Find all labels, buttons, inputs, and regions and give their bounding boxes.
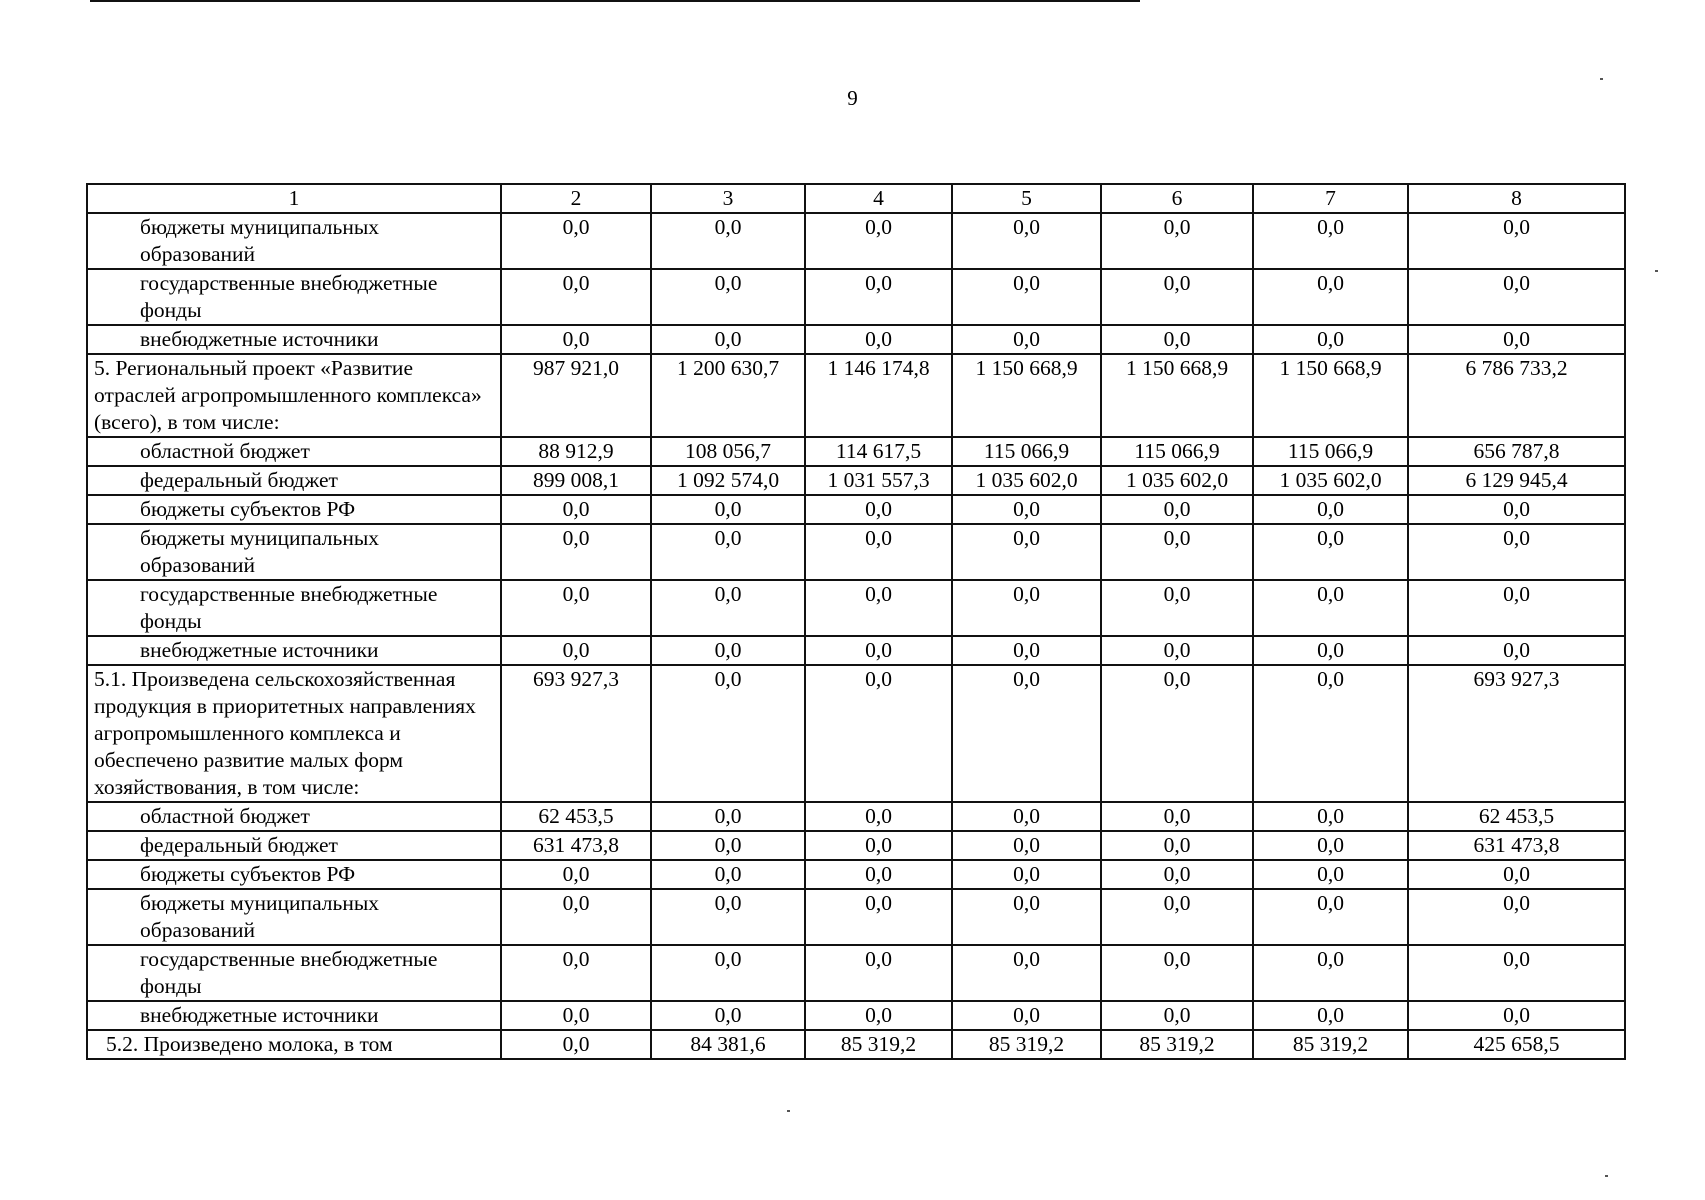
value-cell: 85 319,2 — [952, 1030, 1101, 1059]
value-cell: 0,0 — [501, 325, 651, 354]
scan-speck — [1605, 1175, 1608, 1177]
value-cell: 425 658,5 — [1408, 1030, 1625, 1059]
value-cell: 0,0 — [1253, 860, 1408, 889]
table-row — [87, 1001, 1625, 1030]
value-cell: 0,0 — [805, 325, 952, 354]
value-cell: 0,0 — [501, 889, 651, 945]
column-number-2: 2 — [501, 184, 651, 213]
value-cell: 1 150 668,9 — [952, 354, 1101, 437]
column-number-7: 7 — [1253, 184, 1408, 213]
value-cell: 0,0 — [651, 495, 805, 524]
value-cell: 899 008,1 — [501, 466, 651, 495]
value-cell: 0,0 — [1253, 495, 1408, 524]
value-cell: 0,0 — [501, 945, 651, 1001]
table-row — [87, 437, 1625, 466]
value-cell: 85 319,2 — [805, 1030, 952, 1059]
value-cell: 0,0 — [1101, 1001, 1253, 1030]
table-row — [87, 354, 1625, 437]
value-cell: 0,0 — [805, 269, 952, 325]
value-cell: 0,0 — [1253, 636, 1408, 665]
value-cell: 0,0 — [952, 665, 1101, 802]
value-cell: 0,0 — [1408, 495, 1625, 524]
value-cell: 0,0 — [952, 636, 1101, 665]
value-cell: 115 066,9 — [1253, 437, 1408, 466]
value-cell: 0,0 — [1253, 665, 1408, 802]
value-cell: 0,0 — [501, 524, 651, 580]
value-cell: 0,0 — [805, 889, 952, 945]
value-cell: 62 453,5 — [501, 802, 651, 831]
value-cell: 85 319,2 — [1101, 1030, 1253, 1059]
value-cell: 0,0 — [952, 860, 1101, 889]
budget-table-body — [87, 184, 1625, 1059]
value-cell: 1 150 668,9 — [1101, 354, 1253, 437]
row-label: федеральный бюджет — [87, 831, 501, 860]
value-cell: 0,0 — [1101, 945, 1253, 1001]
table-row — [87, 636, 1625, 665]
table-row — [87, 945, 1625, 1001]
value-cell: 0,0 — [1253, 524, 1408, 580]
value-cell: 0,0 — [1408, 860, 1625, 889]
value-cell: 0,0 — [952, 889, 1101, 945]
value-cell: 84 381,6 — [651, 1030, 805, 1059]
column-number-5: 5 — [952, 184, 1101, 213]
value-cell: 0,0 — [1253, 945, 1408, 1001]
value-cell: 1 031 557,3 — [805, 466, 952, 495]
row-label: внебюджетные источники — [87, 1001, 501, 1030]
value-cell: 0,0 — [1253, 580, 1408, 636]
value-cell: 6 129 945,4 — [1408, 466, 1625, 495]
value-cell: 0,0 — [1101, 889, 1253, 945]
value-cell: 0,0 — [651, 945, 805, 1001]
value-cell: 0,0 — [1101, 580, 1253, 636]
value-cell: 0,0 — [651, 831, 805, 860]
value-cell: 0,0 — [952, 831, 1101, 860]
value-cell: 1 146 174,8 — [805, 354, 952, 437]
value-cell: 62 453,5 — [1408, 802, 1625, 831]
header-row — [87, 184, 1625, 213]
table-row — [87, 860, 1625, 889]
value-cell: 0,0 — [651, 580, 805, 636]
row-label: бюджеты субъектов РФ — [87, 860, 501, 889]
value-cell: 0,0 — [952, 1001, 1101, 1030]
row-label: внебюджетные источники — [87, 325, 501, 354]
value-cell: 1 200 630,7 — [651, 354, 805, 437]
row-label: бюджеты субъектов РФ — [87, 495, 501, 524]
value-cell: 0,0 — [1253, 213, 1408, 269]
value-cell: 0,0 — [651, 802, 805, 831]
row-label: государственные внебюджетные фонды — [87, 945, 501, 1001]
column-number-8: 8 — [1408, 184, 1625, 213]
value-cell: 0,0 — [1253, 269, 1408, 325]
value-cell: 0,0 — [805, 495, 952, 524]
table-row — [87, 269, 1625, 325]
value-cell: 0,0 — [501, 580, 651, 636]
value-cell: 0,0 — [651, 860, 805, 889]
value-cell: 88 912,9 — [501, 437, 651, 466]
value-cell: 0,0 — [501, 495, 651, 524]
value-cell: 0,0 — [651, 1001, 805, 1030]
row-label: бюджеты муниципальных образований — [87, 889, 501, 945]
value-cell: 0,0 — [1253, 1001, 1408, 1030]
value-cell: 0,0 — [805, 802, 952, 831]
row-label: областной бюджет — [87, 802, 501, 831]
table-row — [87, 466, 1625, 495]
value-cell: 0,0 — [952, 945, 1101, 1001]
value-cell: 0,0 — [1253, 325, 1408, 354]
value-cell: 987 921,0 — [501, 354, 651, 437]
value-cell: 0,0 — [1101, 665, 1253, 802]
row-label: 5. Региональный проект «Развитие отраслей агропромышленного комплекса» (всего), в том числе: — [87, 354, 501, 437]
value-cell: 693 927,3 — [1408, 665, 1625, 802]
table-row — [87, 802, 1625, 831]
value-cell: 0,0 — [501, 636, 651, 665]
value-cell: 0,0 — [1408, 269, 1625, 325]
value-cell: 85 319,2 — [1253, 1030, 1408, 1059]
value-cell: 1 150 668,9 — [1253, 354, 1408, 437]
row-label: 5.2. Произведено молока, в том — [87, 1030, 501, 1059]
page-number: 9 — [847, 86, 858, 110]
row-label: областной бюджет — [87, 437, 501, 466]
row-label: государственные внебюджетные фонды — [87, 269, 501, 325]
table-row — [87, 524, 1625, 580]
value-cell: 0,0 — [805, 213, 952, 269]
value-cell: 1 035 602,0 — [1253, 466, 1408, 495]
scan-speck — [1655, 270, 1658, 272]
value-cell: 0,0 — [1101, 325, 1253, 354]
value-cell: 0,0 — [651, 213, 805, 269]
column-number-6: 6 — [1101, 184, 1253, 213]
value-cell: 0,0 — [1101, 495, 1253, 524]
value-cell: 1 092 574,0 — [651, 466, 805, 495]
table-row — [87, 495, 1625, 524]
value-cell: 0,0 — [1101, 831, 1253, 860]
value-cell: 0,0 — [805, 524, 952, 580]
value-cell: 0,0 — [1408, 325, 1625, 354]
value-cell: 0,0 — [651, 325, 805, 354]
row-label: бюджеты муниципальных образований — [87, 213, 501, 269]
scan-speck — [787, 1110, 790, 1112]
row-label: внебюджетные источники — [87, 636, 501, 665]
value-cell: 0,0 — [1253, 831, 1408, 860]
table-row — [87, 889, 1625, 945]
value-cell: 0,0 — [805, 831, 952, 860]
value-cell: 0,0 — [651, 636, 805, 665]
value-cell: 0,0 — [1101, 802, 1253, 831]
value-cell: 6 786 733,2 — [1408, 354, 1625, 437]
value-cell: 0,0 — [1408, 889, 1625, 945]
value-cell: 693 927,3 — [501, 665, 651, 802]
value-cell: 631 473,8 — [501, 831, 651, 860]
row-label: бюджеты муниципальных образований — [87, 524, 501, 580]
value-cell: 0,0 — [651, 524, 805, 580]
column-number-3: 3 — [651, 184, 805, 213]
row-label: государственные внебюджетные фонды — [87, 580, 501, 636]
value-cell: 0,0 — [952, 580, 1101, 636]
value-cell: 0,0 — [805, 1001, 952, 1030]
scan-speck — [1600, 78, 1603, 80]
table-row — [87, 213, 1625, 269]
value-cell: 0,0 — [501, 269, 651, 325]
value-cell: 0,0 — [501, 1030, 651, 1059]
value-cell: 1 035 602,0 — [952, 466, 1101, 495]
value-cell: 0,0 — [501, 213, 651, 269]
column-number-4: 4 — [805, 184, 952, 213]
budget-table — [86, 183, 1626, 1060]
value-cell: 0,0 — [1408, 636, 1625, 665]
value-cell: 0,0 — [952, 802, 1101, 831]
value-cell: 0,0 — [805, 665, 952, 802]
table-row — [87, 665, 1625, 802]
value-cell: 114 617,5 — [805, 437, 952, 466]
value-cell: 0,0 — [1101, 636, 1253, 665]
value-cell: 0,0 — [651, 665, 805, 802]
value-cell: 0,0 — [952, 269, 1101, 325]
value-cell: 115 066,9 — [952, 437, 1101, 466]
value-cell: 0,0 — [805, 580, 952, 636]
value-cell: 0,0 — [1101, 524, 1253, 580]
value-cell: 0,0 — [1408, 1001, 1625, 1030]
table-row — [87, 580, 1625, 636]
value-cell: 0,0 — [1253, 802, 1408, 831]
row-label: 5.1. Произведена сельскохозяйственная продукция в приоритетных направлениях агропромышленного комплекса и обеспечено развитие малых форм хозяйствования, в том числе: — [87, 665, 501, 802]
value-cell: 0,0 — [1408, 524, 1625, 580]
value-cell: 0,0 — [805, 860, 952, 889]
value-cell: 656 787,8 — [1408, 437, 1625, 466]
value-cell: 0,0 — [952, 213, 1101, 269]
value-cell: 0,0 — [952, 524, 1101, 580]
table-row — [87, 1030, 1625, 1059]
value-cell: 0,0 — [1253, 889, 1408, 945]
scan-top-border — [90, 0, 1140, 2]
value-cell: 0,0 — [651, 889, 805, 945]
value-cell: 0,0 — [952, 325, 1101, 354]
value-cell: 0,0 — [501, 1001, 651, 1030]
value-cell: 0,0 — [501, 860, 651, 889]
value-cell: 0,0 — [805, 636, 952, 665]
table-row — [87, 325, 1625, 354]
value-cell: 115 066,9 — [1101, 437, 1253, 466]
value-cell: 108 056,7 — [651, 437, 805, 466]
value-cell: 631 473,8 — [1408, 831, 1625, 860]
value-cell: 0,0 — [1408, 580, 1625, 636]
value-cell: 0,0 — [952, 495, 1101, 524]
value-cell: 0,0 — [1101, 860, 1253, 889]
column-number-1: 1 — [87, 184, 501, 213]
value-cell: 0,0 — [651, 269, 805, 325]
row-label: федеральный бюджет — [87, 466, 501, 495]
value-cell: 0,0 — [805, 945, 952, 1001]
value-cell: 0,0 — [1101, 269, 1253, 325]
value-cell: 0,0 — [1408, 945, 1625, 1001]
table-row — [87, 831, 1625, 860]
value-cell: 0,0 — [1408, 213, 1625, 269]
value-cell: 1 035 602,0 — [1101, 466, 1253, 495]
value-cell: 0,0 — [1101, 213, 1253, 269]
